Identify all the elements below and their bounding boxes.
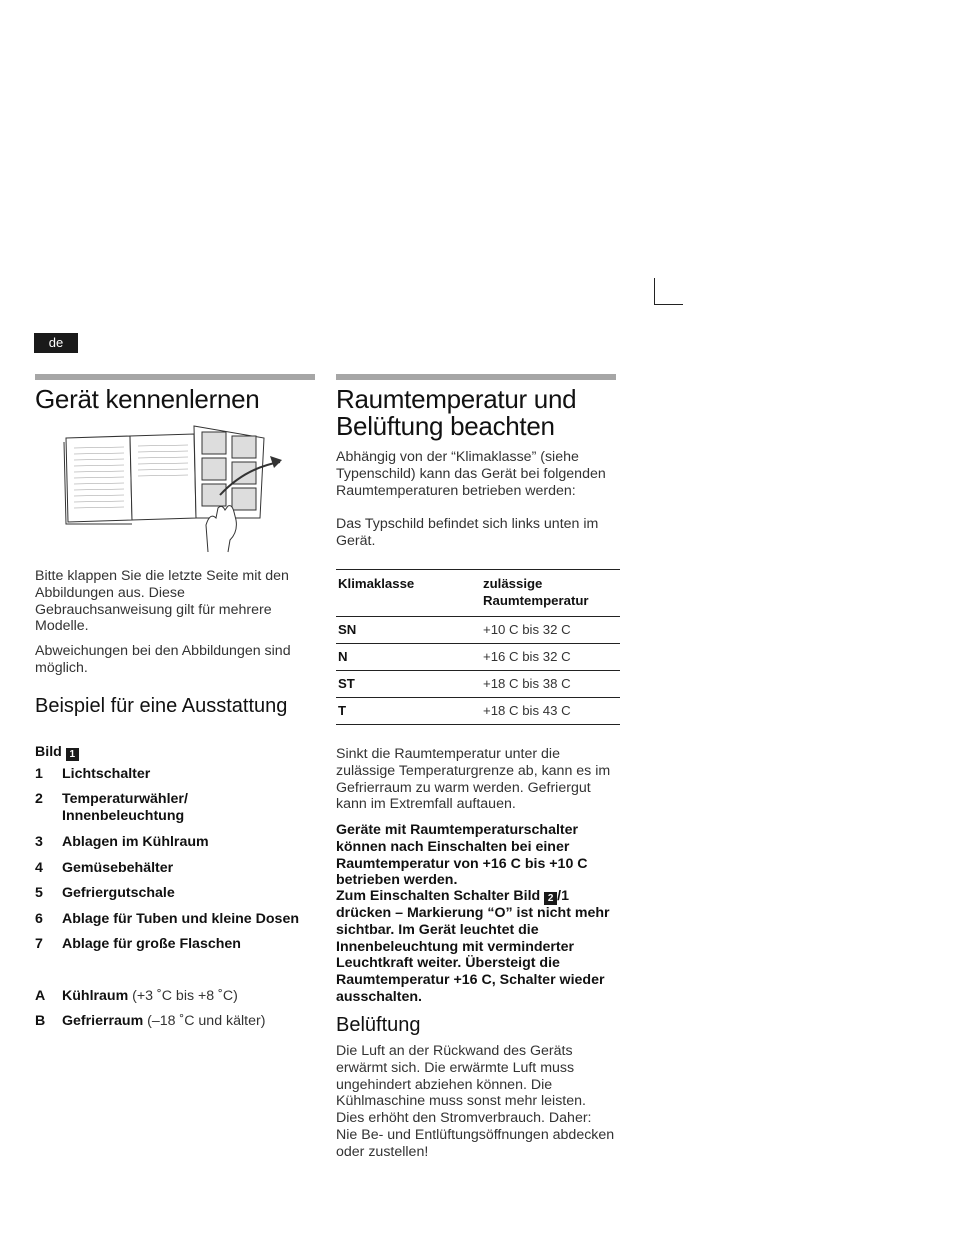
instruction-text: Zum Einschalten Schalter Bild (336, 888, 541, 904)
section-rule-right (336, 374, 616, 380)
warning-paragraph: Sinkt die Raumtemperatur unter die zulässige Temperaturgrenze ab, kann es im Gefrierraum zu warm werden. Gefriergut kann im Extremfall auftauen. (336, 746, 611, 813)
section-rule-left (35, 374, 315, 380)
instruction-text: /1 drücken – Markierung “O” ist nicht mehr sichtbar. Im Gerät leuchtet die Innenbeleuchtung mit verminderter Leuchtkraft weiter. Übersteigt die Raumtemperatur +16 C, Schalter wieder ausschalten. (336, 888, 610, 1005)
table-row (336, 644, 620, 671)
item-text: Temperaturwähler/ Innenbeleuchtung (62, 791, 188, 824)
item-number: 6 (35, 911, 43, 927)
temperature-cell: +18 C bis 38 C (481, 671, 620, 698)
zone-name: Gefrierraum (62, 1013, 144, 1029)
zone-letter: B (35, 1013, 46, 1029)
figure-number-badge: 2 (544, 892, 557, 905)
item-text: Ablagen im Kühlraum (62, 834, 209, 850)
switch-info-paragraph: Geräte mit Raumtemperaturschalter können nach Einschalten bei einer Raumtemperatur von +16 C bis +10 C betrieben werden. (336, 822, 588, 889)
class-cell: T (336, 698, 481, 725)
list-item (35, 936, 320, 953)
class-cell: ST (336, 671, 481, 698)
booklet-foldout-illustration (60, 420, 290, 555)
equipment-subheading: Beispiel für eine Ausstattung (35, 695, 288, 717)
section-heading-right (336, 386, 626, 440)
language-badge: de (34, 333, 78, 353)
column-header-klimaklasse: Klimaklasse (336, 570, 481, 617)
item-number: 4 (35, 860, 43, 876)
temperature-cell: +18 C bis 43 C (481, 698, 620, 725)
item-text: Gefriergutschale (62, 885, 175, 901)
heading-line-1: Raumtemperatur und (336, 384, 577, 414)
table-row (336, 671, 620, 698)
item-text: Gemüsebehälter (62, 860, 174, 876)
item-number: 2 (35, 791, 43, 807)
climate-class-table (336, 569, 620, 725)
item-number: 7 (35, 936, 43, 952)
list-item (35, 766, 320, 783)
temperature-cell: +16 C bis 32 C (481, 644, 620, 671)
section-heading-left: Gerät kennenlernen (35, 384, 260, 414)
figure-reference (35, 744, 315, 761)
temperature-cell: +10 C bis 32 C (481, 617, 620, 644)
zone-item (35, 1013, 320, 1030)
list-item (35, 834, 320, 851)
list-item (35, 791, 320, 825)
list-item (35, 911, 320, 928)
ventilation-paragraph: Die Luft an der Rückwand des Geräts erwärmt sich. Die erwärmte Luft muss ungehindert abziehen können. Die Kühlmaschine muss sonst mehr leisten. Dies erhöht den Stromverbrauch. Daher: Nie Be- und Entlüftungsöffnungen abdecken oder zustellen! (336, 1043, 615, 1160)
item-number: 1 (35, 766, 43, 782)
zone-range: (+3 ˚C bis +8 ˚C) (132, 988, 238, 1004)
item-text: Ablage für Tuben und kleine Dosen (62, 911, 300, 927)
zone-letter: A (35, 988, 46, 1004)
class-cell: SN (336, 617, 481, 644)
ventilation-heading: Belüftung (336, 1014, 421, 1036)
class-cell: N (336, 644, 481, 671)
crop-mark (654, 278, 683, 305)
switch-instruction-paragraph (336, 888, 611, 1006)
typeplate-note: Das Typschild befindet sich links unten im Gerät. (336, 516, 599, 549)
zone-name: Kühlraum (62, 988, 129, 1004)
heading-line-2: Belüftung beachten (336, 411, 555, 441)
note-paragraph: Abweichungen bei den Abbildungen sind möglich. (35, 643, 291, 676)
header-line: zulässige (483, 576, 543, 591)
list-item (35, 885, 320, 902)
list-item (35, 860, 320, 877)
header-line: Raumtemperatur (483, 593, 589, 608)
figure-label: Bild (35, 744, 62, 760)
zone-item (35, 988, 320, 1005)
item-number: 3 (35, 834, 43, 850)
column-header-temperature (481, 570, 620, 617)
zone-range: (–18 ˚C und kälter) (147, 1013, 266, 1029)
item-number: 5 (35, 885, 43, 901)
table-header-row (336, 570, 620, 617)
table-row (336, 698, 620, 725)
table-row (336, 617, 620, 644)
item-text: Ablage für große Flaschen (62, 936, 241, 952)
climate-intro: Abhängig von der “Klimaklasse” (siehe Typenschild) kann das Gerät bei folgenden Raumtemperaturen betrieben werden: (336, 449, 606, 499)
figure-number-badge: 1 (66, 748, 79, 761)
item-text: Lichtschalter (62, 766, 151, 782)
intro-paragraph: Bitte klappen Sie die letzte Seite mit den Abbildungen aus. Diese Gebrauchsanweisung gilt für mehrere Modelle. (35, 568, 289, 635)
